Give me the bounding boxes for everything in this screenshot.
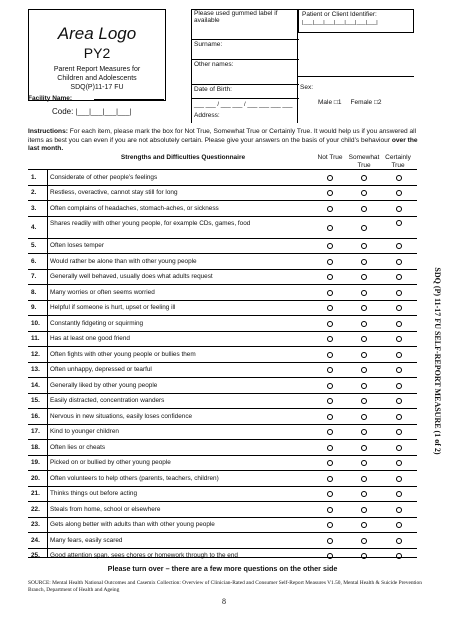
question-number: 9. xyxy=(31,304,37,312)
dob-label: Date of Birth: xyxy=(194,86,232,93)
not-true-radio[interactable] xyxy=(327,367,333,373)
surname-field[interactable] xyxy=(192,39,299,59)
certainly-true-radio[interactable] xyxy=(396,190,402,196)
somewhat-true-radio[interactable] xyxy=(361,243,367,249)
not-true-radio[interactable] xyxy=(327,383,333,389)
question-text: Easily distracted, concentration wanders xyxy=(50,397,165,405)
question-row xyxy=(28,470,417,486)
question-row xyxy=(28,200,417,216)
not-true-radio[interactable] xyxy=(327,538,333,544)
question-number: 23. xyxy=(31,521,40,529)
question-text: Often fights with other young people or bullies them xyxy=(50,350,196,358)
question-row xyxy=(28,169,417,185)
question-row xyxy=(28,377,417,393)
question-row xyxy=(28,532,417,548)
question-text: Gets along better with adults than with other young people xyxy=(50,521,215,529)
question-text: Generally well behaved, usually does what adults request xyxy=(50,273,213,281)
code-boxes[interactable]: |___|___|___|___| xyxy=(75,109,132,116)
surname-label: Surname: xyxy=(194,41,223,48)
sex-options xyxy=(318,99,382,106)
somewhat-true-radio[interactable] xyxy=(361,305,367,311)
question-number: 21. xyxy=(31,490,40,498)
question-text: Picked on or bullied by other young people xyxy=(50,459,171,467)
question-number: 22. xyxy=(31,505,40,513)
somewhat-true-radio[interactable] xyxy=(361,290,367,296)
question-text: Has at least one good friend xyxy=(50,335,130,343)
logo-title: Area Logo xyxy=(57,24,137,43)
question-row xyxy=(28,185,417,201)
somewhat-true-radio[interactable] xyxy=(361,259,367,265)
dob-field[interactable] xyxy=(192,84,299,98)
certainly-true-radio[interactable] xyxy=(396,445,402,451)
col-somewhat-line-2: True xyxy=(357,162,371,169)
question-text: Generally liked by other young people xyxy=(50,381,158,389)
question-text: Kind to younger children xyxy=(50,428,119,436)
question-row xyxy=(28,238,417,254)
certainly-true-radio[interactable] xyxy=(396,491,402,497)
question-row xyxy=(28,315,417,331)
question-number: 18. xyxy=(31,443,40,451)
question-row xyxy=(28,501,417,517)
not-true-radio[interactable] xyxy=(327,491,333,497)
facility-name-field[interactable] xyxy=(28,95,164,102)
question-row xyxy=(28,253,417,269)
not-true-radio[interactable] xyxy=(327,429,333,435)
somewhat-true-radio[interactable] xyxy=(361,274,367,280)
not-true-radio[interactable] xyxy=(327,259,333,265)
code-label: Code: xyxy=(52,107,74,116)
question-row xyxy=(28,439,417,455)
female-label: Female xyxy=(350,99,373,106)
not-true-radio[interactable] xyxy=(327,206,333,212)
col-not-true: Not True xyxy=(317,154,343,161)
code-field[interactable] xyxy=(52,107,131,116)
certainly-true-radio[interactable] xyxy=(396,352,402,358)
question-text: Steals from home, school or elsewhere xyxy=(50,505,161,513)
question-text: Often loses temper xyxy=(50,242,104,250)
somewhat-true-radio[interactable] xyxy=(361,352,367,358)
not-true-radio[interactable] xyxy=(327,305,333,311)
somewhat-true-radio[interactable] xyxy=(361,367,367,373)
certainly-true-radio[interactable] xyxy=(396,538,402,544)
question-number: 12. xyxy=(31,350,40,358)
col-certainly-line-2: True xyxy=(391,162,405,169)
source-note: SOURCE: Mental Health National Outcomes and Casemix Collection: Overview of Clinician-Rated and Consumer Self-Report Measures V1.50, Mental Health & Suicide Prevention Branch, Department of Health and Ageing xyxy=(28,580,422,593)
subtitle-line-1: Parent Report Measures for xyxy=(53,66,141,73)
logo-frame xyxy=(28,9,166,101)
not-true-radio[interactable] xyxy=(327,321,333,327)
somewhat-true-radio[interactable] xyxy=(361,507,367,513)
question-text: Would rather be alone than with other young people xyxy=(50,257,197,265)
certainly-true-radio[interactable] xyxy=(396,414,402,420)
question-number: 25. xyxy=(31,552,40,560)
not-true-radio[interactable] xyxy=(327,190,333,196)
question-row xyxy=(28,455,417,471)
question-number: 15. xyxy=(31,397,40,405)
not-true-radio[interactable] xyxy=(327,336,333,342)
question-text: Many worries or often seems worried xyxy=(50,288,155,296)
question-number: 4. xyxy=(31,223,37,231)
somewhat-true-radio[interactable] xyxy=(361,206,367,212)
certainly-true-radio[interactable] xyxy=(396,290,402,296)
question-number: 14. xyxy=(31,381,40,389)
question-text: Constantly fidgeting or squirming xyxy=(50,319,144,327)
instructions-lead: Instructions: xyxy=(28,128,68,135)
certainly-true-radio[interactable] xyxy=(396,476,402,482)
address-field[interactable] xyxy=(192,98,299,123)
question-row xyxy=(28,548,417,564)
certainly-true-radio[interactable] xyxy=(396,259,402,265)
question-row xyxy=(28,284,417,300)
certainly-true-radio[interactable] xyxy=(396,367,402,373)
certainly-true-radio[interactable] xyxy=(396,305,402,311)
certainly-true-radio[interactable] xyxy=(396,522,402,528)
not-true-radio[interactable] xyxy=(327,175,333,181)
instructions-text: For each item, please mark the box for Not True, Somewhat True or Certainly True. It would help us if you answered all items as best you can even if you are not absolutely certain. Please give your answers on the basis of your child’s behaviour xyxy=(28,128,417,144)
not-true-radio[interactable] xyxy=(327,460,333,466)
question-row xyxy=(28,517,417,533)
col-somewhat xyxy=(346,154,382,170)
patient-id-boxes[interactable]: |___|___|___|___|___|___|___| xyxy=(302,20,378,26)
certainly-true-radio[interactable] xyxy=(396,274,402,280)
question-row xyxy=(28,486,417,502)
male-label: Male xyxy=(318,99,333,106)
not-true-radio[interactable] xyxy=(327,414,333,420)
not-true-radio[interactable] xyxy=(327,290,333,296)
other-names-field[interactable] xyxy=(192,59,299,84)
somewhat-true-radio[interactable] xyxy=(361,491,367,497)
not-true-radio[interactable] xyxy=(327,225,333,231)
instructions xyxy=(28,128,418,154)
facility-label: Facility Name: xyxy=(28,95,73,102)
not-true-radio[interactable] xyxy=(327,243,333,249)
somewhat-true-radio[interactable] xyxy=(361,445,367,451)
question-number: 3. xyxy=(31,204,37,212)
not-true-radio[interactable] xyxy=(327,445,333,451)
question-text: Often complains of headaches, stomach-aches, or sickness xyxy=(50,204,219,212)
question-text: Nervous in new situations, easily loses confidence xyxy=(50,412,193,420)
side-label-text: SDQ (P) 11-17 FU SELF-REPORT MEASURE (1 of 2) xyxy=(433,267,442,455)
question-row xyxy=(28,216,417,238)
question-row xyxy=(28,269,417,285)
not-true-radio[interactable] xyxy=(327,352,333,358)
certainly-true-radio[interactable] xyxy=(396,507,402,513)
other-names-label: Other names: xyxy=(194,61,234,68)
somewhat-true-radio[interactable] xyxy=(361,225,367,231)
somewhat-true-radio[interactable] xyxy=(361,476,367,482)
patient-id-label: Patient or Client Identifier: xyxy=(302,11,377,18)
female-checkbox[interactable]: □2 xyxy=(373,99,382,106)
patient-label-area xyxy=(191,9,298,123)
question-text: Often unhappy, depressed or tearful xyxy=(50,366,152,374)
certainly-true-radio[interactable] xyxy=(396,206,402,212)
question-text: Often volunteers to help others (parents, teachers, children) xyxy=(50,474,219,482)
question-number: 2. xyxy=(31,189,37,197)
column-divider xyxy=(47,169,48,557)
question-number: 16. xyxy=(31,412,40,420)
question-number: 10. xyxy=(31,319,40,327)
question-number: 13. xyxy=(31,366,40,374)
not-true-radio[interactable] xyxy=(327,507,333,513)
certainly-true-radio[interactable] xyxy=(396,321,402,327)
question-text: Considerate of other people’s feelings xyxy=(50,173,158,181)
question-number: 8. xyxy=(31,288,37,296)
table-title: Strengths and Difficulties Questionnaire xyxy=(120,154,246,161)
male-checkbox[interactable]: □1 xyxy=(333,99,342,106)
question-text: Restless, overactive, cannot stay still for long xyxy=(50,189,178,197)
logo-code: PY2 xyxy=(83,45,111,61)
not-true-radio[interactable] xyxy=(327,476,333,482)
question-number: 20. xyxy=(31,474,40,482)
somewhat-true-radio[interactable] xyxy=(361,429,367,435)
somewhat-true-radio[interactable] xyxy=(361,175,367,181)
certainly-true-radio[interactable] xyxy=(396,383,402,389)
question-number: 19. xyxy=(31,459,40,467)
patient-identifier-box[interactable] xyxy=(298,9,414,33)
subtitle-line-2: Children and Adolescents xyxy=(57,75,137,82)
sdq-table xyxy=(28,153,417,558)
question-row xyxy=(28,362,417,378)
question-text: Good attention span, sees chores or homework through to the end xyxy=(50,552,238,560)
page-number: 8 xyxy=(222,597,226,606)
question-row xyxy=(28,408,417,424)
address-label: Address: xyxy=(194,112,220,119)
question-row xyxy=(28,424,417,440)
certainly-true-radio[interactable] xyxy=(396,336,402,342)
somewhat-true-radio[interactable] xyxy=(361,522,367,528)
certainly-true-radio[interactable] xyxy=(396,429,402,435)
somewhat-true-radio[interactable] xyxy=(361,336,367,342)
col-somewhat-line-1: Somewhat xyxy=(348,154,380,161)
sex-label: Sex: xyxy=(300,84,314,91)
question-text: Helpful if someone is hurt, upset or feeling ill xyxy=(50,304,176,312)
question-number: 17. xyxy=(31,428,40,436)
question-text: Often lies or cheats xyxy=(50,443,106,451)
divider xyxy=(298,76,414,77)
not-true-radio[interactable] xyxy=(327,274,333,280)
certainly-true-radio[interactable] xyxy=(396,460,402,466)
certainly-true-radio[interactable] xyxy=(396,175,402,181)
turn-over-note: Please turn over – there are a few more questions on the other side xyxy=(107,564,338,573)
somewhat-true-radio[interactable] xyxy=(361,460,367,466)
somewhat-true-radio[interactable] xyxy=(361,190,367,196)
facility-input-line[interactable] xyxy=(94,99,164,100)
col-certainly-line-1: Certainly xyxy=(385,154,411,161)
question-text: Many fears, easily scared xyxy=(50,536,123,544)
somewhat-true-radio[interactable] xyxy=(361,321,367,327)
somewhat-true-radio[interactable] xyxy=(361,383,367,389)
not-true-radio[interactable] xyxy=(327,398,333,404)
label-note xyxy=(192,9,299,39)
not-true-radio[interactable] xyxy=(327,522,333,528)
question-number: 6. xyxy=(31,257,37,265)
area-logo-block xyxy=(28,9,166,121)
dob-blank[interactable]: ___ ___ / ___ ___ / ___ ___ ___ ___ xyxy=(194,102,293,108)
question-row xyxy=(28,346,417,362)
question-row xyxy=(28,393,417,409)
certainly-true-radio[interactable] xyxy=(396,398,402,404)
question-number: 7. xyxy=(31,273,37,281)
somewhat-true-radio[interactable] xyxy=(361,414,367,420)
instructions-emphasis: over the last month. xyxy=(28,136,418,153)
question-text: Thinks things out before acting xyxy=(50,490,138,498)
question-number: 1. xyxy=(31,173,37,181)
somewhat-true-radio[interactable] xyxy=(361,538,367,544)
label-note-text: Please used gummed label if available xyxy=(194,10,278,24)
somewhat-true-radio[interactable] xyxy=(361,398,367,404)
certainly-true-radio[interactable] xyxy=(396,220,402,226)
certainly-true-radio[interactable] xyxy=(396,243,402,249)
question-number: 5. xyxy=(31,242,37,250)
subtitle-line-3: SDQ(P)11-17 FU xyxy=(70,84,124,91)
table-bottom-line xyxy=(28,557,417,558)
question-number: 11. xyxy=(31,335,40,343)
question-row xyxy=(28,331,417,347)
question-row xyxy=(28,300,417,316)
question-number: 24. xyxy=(31,536,40,544)
question-text: Shares readily with other young people, for example CDs, games, food xyxy=(50,219,251,227)
side-label xyxy=(426,146,442,576)
col-certainly xyxy=(380,154,416,170)
